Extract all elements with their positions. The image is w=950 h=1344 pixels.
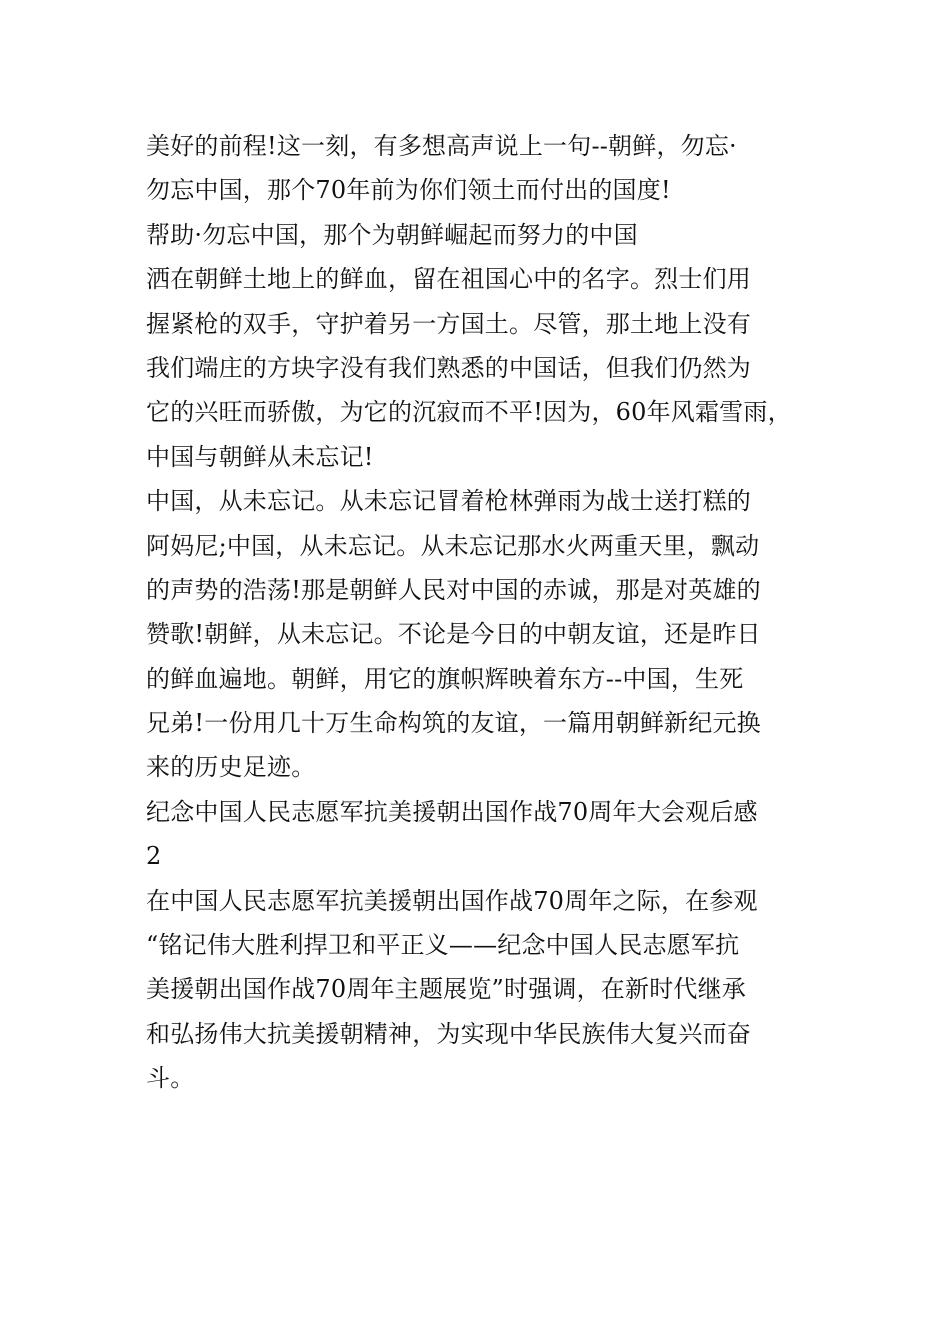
text-line: 美好的前程!这一刻，有多想高声说上一句--朝鲜，勿忘· <box>146 132 737 160</box>
text-line: 的声势的浩荡!那是朝鲜人民对中国的赤诚，那是对英雄的 <box>146 575 761 604</box>
section-heading: 纪念中国人民志愿军抗美援朝出国作战70周年大会观后感 <box>146 797 758 826</box>
text-line: 它的兴旺而骄傲，为它的沉寂而不平!因为，60年风霜雪雨， <box>146 398 792 427</box>
text-line: 和弘扬伟大抗美援朝精神，为实现中华民族伟大复兴而奋 <box>146 1019 751 1048</box>
text-line: 中国与朝鲜从未忘记! <box>146 442 374 471</box>
text-line: “铭记伟大胜利捍卫和平正义——纪念中国人民志愿军抗 <box>146 931 740 960</box>
text-line: 我们端庄的方块字没有我们熟悉的中国话，但我们仍然为 <box>146 353 751 382</box>
text-line: 的鲜血遍地。朝鲜，用它的旗帜辉映着东方--中国，生死 <box>146 664 744 693</box>
text-line: 阿妈尼;中国，从未忘记。从未忘记那水火两重天里，飘动 <box>146 531 760 560</box>
document-body <box>146 124 836 1101</box>
text-line: 来的历史足迹。 <box>146 753 316 782</box>
section-heading-number: 2 <box>146 842 162 871</box>
text-line: 握紧枪的双手，守护着另一方国土。尽管，那土地上没有 <box>146 309 751 338</box>
text-line: 赞歌!朝鲜，从未忘记。不论是今日的中朝友谊，还是昨日 <box>146 620 761 649</box>
text-line: 洒在朝鲜土地上的鲜血，留在祖国心中的名字。烈士们用 <box>146 265 751 294</box>
text-line: 在中国人民志愿军抗美援朝出国作战70周年之际，在参观 <box>146 886 758 915</box>
text-line: 中国，从未忘记。从未忘记冒着枪林弹雨为战士送打糕的 <box>146 487 751 516</box>
text-line: 斗。 <box>146 1064 195 1093</box>
text-line: 勿忘中国，那个70年前为你们领土而付出的国度! <box>146 176 671 205</box>
text-line: 兄弟!一份用几十万生命构筑的友谊，一篇用朝鲜新纪元换 <box>146 709 761 738</box>
text-line: 帮助·勿忘中国，那个为朝鲜崛起而努力的中国 <box>146 220 638 249</box>
text-line: 美援朝出国作战70周年主题展览”时强调，在新时代继承 <box>146 975 747 1004</box>
